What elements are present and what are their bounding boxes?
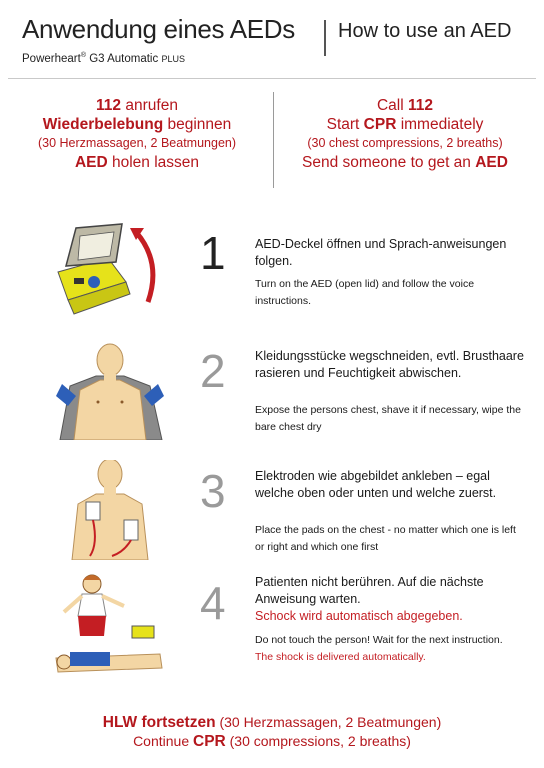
aed-device-illustration (50, 222, 170, 322)
step-4-warning-en: The shock is delivered automatically. (255, 651, 426, 663)
step-number-2: 2 (200, 345, 226, 397)
footer-line-de (0, 713, 544, 732)
footer-line-en (0, 732, 544, 751)
continue-cpr-footer (0, 713, 544, 751)
step-3-text-de: Elektroden wie abgebildet ankleben – egal welche oben oder unten und welche zuerst. (255, 469, 497, 500)
device-model-name: G3 Automatic (89, 52, 159, 65)
device-brand: Powerheart (22, 52, 81, 65)
title-german: Anwendung eines AEDs (22, 14, 295, 44)
step-4-text-en (255, 632, 525, 666)
footer-en-pre: Continue (133, 733, 193, 749)
step-2-text-en: Expose the persons chest, shave it if necessary, wipe the bare chest dry (255, 404, 521, 433)
call-text: anrufen (121, 97, 178, 114)
call-line-4-de (12, 153, 262, 172)
aed-bold-en: AED (475, 154, 508, 171)
step-1-text-en: Turn on the AED (open lid) and follow the voice instructions. (255, 278, 475, 307)
call-line-2-en (280, 115, 530, 134)
step-1-text-de: AED-Deckel öffnen und Sprach-anweisungen folgen. (255, 237, 507, 268)
title-divider (324, 20, 326, 56)
emergency-call-german (12, 96, 262, 172)
step-number-3: 3 (200, 465, 226, 517)
call-line-3-en: (30 chest compressions, 2 breaths) (307, 136, 503, 150)
registered-mark: ® (80, 52, 86, 59)
call-divider (273, 92, 274, 188)
step-4-warning-de: Schock wird automatisch abgegeben. (255, 609, 463, 623)
header-divider (8, 78, 536, 79)
emergency-number: 112 (96, 97, 122, 114)
title-english: How to use an AED (338, 20, 512, 42)
step-4-instruction-en: Do not touch the person! Wait for the next instruction. (255, 634, 503, 646)
call-text-en: Call (376, 97, 408, 114)
aed-bold: AED (74, 154, 108, 171)
device-model-plus: PLUS (161, 53, 185, 64)
electrode-pads-illustration (50, 460, 170, 560)
step-4-instruction-de: Patienten nicht berühren. Auf die nächste Anweisung warten. (255, 575, 484, 606)
bare-chest-illustration (50, 340, 170, 440)
step-4-text-de (255, 574, 525, 625)
send-text: Send someone to get an (302, 154, 476, 171)
emergency-call-english (280, 96, 530, 172)
call-line-4-en (280, 153, 530, 172)
immediately-text: immediately (396, 116, 484, 133)
call-line-2-de (12, 115, 262, 134)
footer-en-rest: (30 compressions, 2 breaths) (225, 733, 411, 749)
step-2-text-de: Kleidungsstücke wegschneiden, evtl. Brusthaare rasieren und Feuchtigkeit abwischen. (255, 349, 524, 380)
hands-off-illustration (50, 572, 170, 682)
step-number-1: 1 (200, 227, 226, 279)
cpr-text: beginnen (163, 116, 232, 133)
cpr-bold: Wiederbelebung (42, 116, 164, 133)
emergency-number-en: 112 (408, 97, 434, 114)
cpr-bold-en: CPR (363, 116, 397, 133)
step-number-4: 4 (200, 577, 226, 629)
footer-en-bold: CPR (193, 733, 226, 750)
device-model (22, 52, 185, 65)
footer-de-rest: (30 Herzmassagen, 2 Beatmungen) (215, 714, 442, 730)
call-line-1-en (280, 96, 530, 115)
start-text: Start (326, 116, 364, 133)
call-line-3-de: (30 Herzmassagen, 2 Beatmungen) (37, 136, 237, 150)
aed-text: holen lassen (107, 154, 200, 171)
footer-de-bold: HLW fortsetzen (102, 714, 216, 731)
page-header (22, 14, 532, 70)
step-3-text-en: Place the pads on the chest - no matter which one is left or right and which one first (255, 524, 516, 553)
call-line-1-de (12, 96, 262, 115)
